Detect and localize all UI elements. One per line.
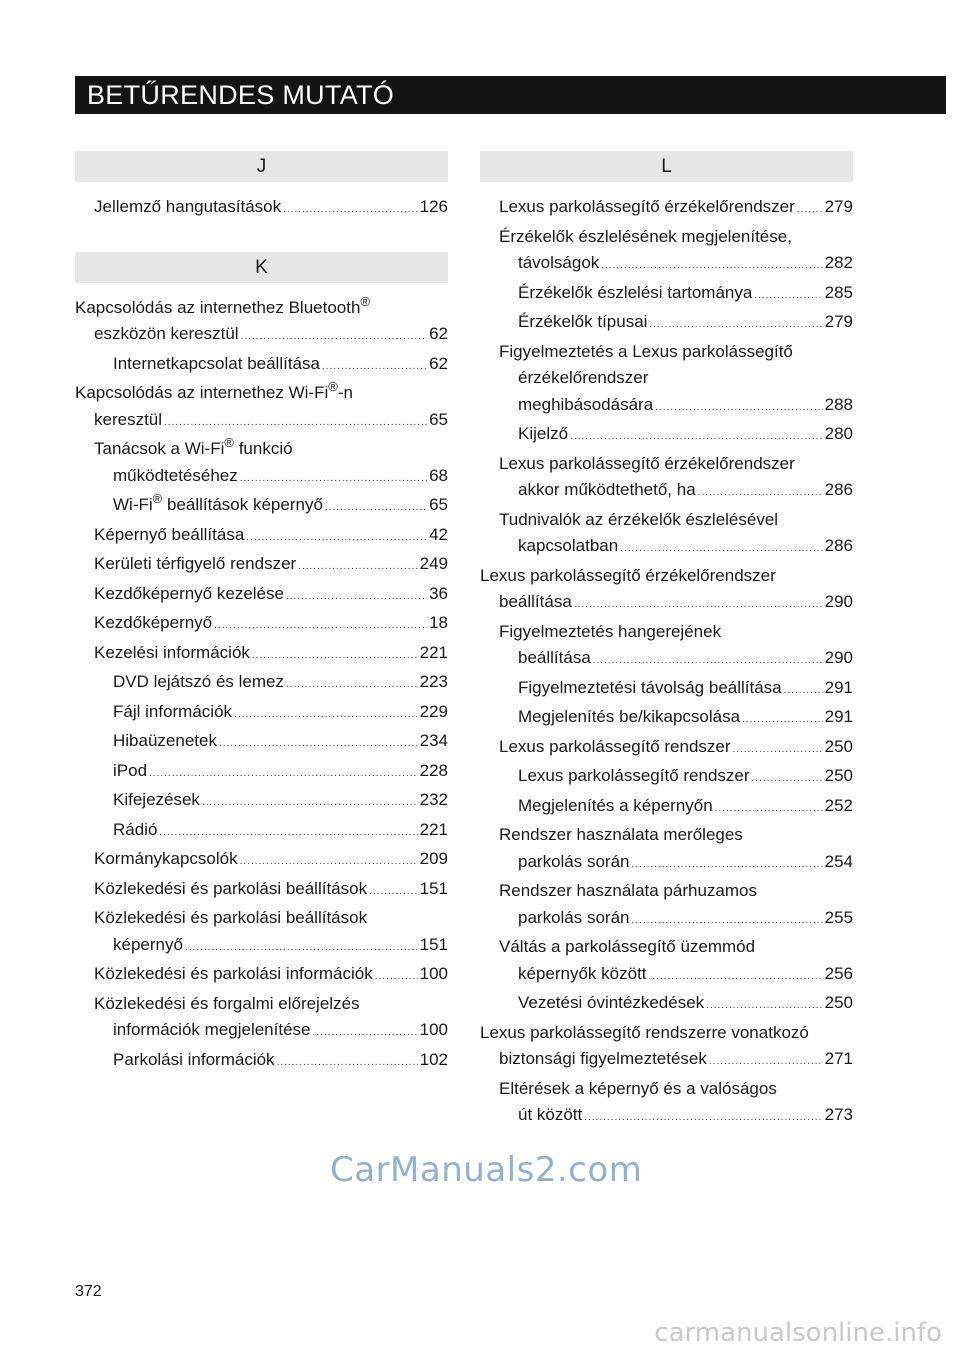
page-ref: 209 (419, 849, 448, 868)
page-ref: 234 (419, 731, 448, 750)
page-ref: 151 (419, 934, 448, 954)
page-ref: 249 (419, 554, 448, 573)
index-entry[interactable]: Lexus parkolássegítő rendszer ..... 250 (480, 734, 853, 764)
page-ref: 65 (429, 495, 448, 514)
index-subentry[interactable]: Parkolási információk ..... 102 (75, 1047, 448, 1077)
page-number: 372 (75, 1283, 102, 1300)
index-column-right (480, 151, 853, 1132)
footer-watermark: carmanualsonline.info (654, 1318, 942, 1348)
page-ref: 68 (429, 465, 448, 485)
page-ref: 65 (429, 409, 448, 429)
page-ref: 279 (824, 312, 853, 331)
letter-heading-l: L (480, 151, 853, 182)
page-title: BETŰRENDES MUTATÓ (87, 80, 395, 110)
index-subentry[interactable]: Rádió ..... 221 (75, 817, 448, 847)
index-column-left (75, 151, 448, 1076)
watermark-carmanuals2: CarManuals2.com (330, 1150, 643, 1190)
index-entry[interactable]: Kapcsolódás az internethez Bluetooth® eszközön keresztül ..... 62 (75, 295, 448, 351)
page-ref: 151 (419, 878, 448, 898)
index-entry[interactable]: Lexus parkolássegítő rendszerre vonatkozó biztonsági figyelmeztetések ..... 271 (480, 1020, 853, 1076)
index-entry[interactable]: Kezelési információk ..... 221 (75, 640, 448, 670)
index-subentry[interactable]: Lexus parkolássegítő érzékelőrendszer akkor működtethető, ha ..... 286 (480, 451, 853, 507)
index-entry[interactable]: Kezdőképernyő ..... 18 (75, 610, 448, 640)
index-entry[interactable]: Kerületi térfigyelő rendszer ..... 249 (75, 551, 448, 581)
index-list-j (75, 194, 448, 224)
index-subentry[interactable]: Kifejezések ..... 232 (75, 787, 448, 817)
page-ref: 271 (824, 1049, 853, 1068)
page-ref: 62 (429, 353, 448, 373)
page-ref: 223 (419, 672, 448, 691)
index-entry[interactable]: Kapcsolódás az internethez Wi-Fi®-n keresztül ..... 65 (75, 380, 448, 436)
index-entry[interactable]: Kormánykapcsolók ..... 209 (75, 846, 448, 876)
page-ref: 100 (419, 1020, 448, 1039)
page-ref: 255 (824, 907, 853, 927)
page-ref: 229 (419, 701, 448, 721)
index-entry[interactable]: Lexus parkolássegítő érzékelőrendszer beállítása ..... 290 (480, 563, 853, 619)
index-subentry[interactable]: Hibaüzenetek ..... 234 (75, 728, 448, 758)
index-subentry[interactable]: Rendszer használata merőleges parkolás során ..... 254 (480, 822, 853, 878)
index-subentry[interactable]: iPod ..... 228 (75, 758, 448, 788)
page-ref: 286 (824, 480, 853, 499)
page-ref: 290 (824, 648, 853, 667)
page-ref: 252 (824, 795, 853, 815)
index-subentry[interactable]: Lexus parkolássegítő rendszer ..... 250 (480, 763, 853, 793)
index-entry[interactable]: Közlekedési és parkolási beállítások ..... 151 (75, 876, 448, 906)
index-subentry[interactable]: Internetkapcsolat beállítása ..... 62 (75, 351, 448, 381)
index-subentry[interactable]: Figyelmeztetés a Lexus parkolássegítő érzékelőrendszer meghibásodására ..... 288 (480, 339, 853, 422)
page-ref: 232 (419, 790, 448, 809)
index-subentry[interactable]: DVD lejátszó és lemez ..... 223 (75, 669, 448, 699)
index-subentry[interactable]: Eltérések a képernyő és a valóságos út között ..... 273 (480, 1076, 853, 1132)
page-ref: 273 (824, 1105, 853, 1124)
index-subentry[interactable]: Figyelmeztetés hangerejének beállítása ..... 290 (480, 619, 853, 675)
index-subentry[interactable]: Wi-Fi® beállítások képernyő ..... 65 (75, 492, 448, 522)
page-ref: 221 (419, 642, 448, 662)
letter-heading-j: J (75, 151, 448, 182)
page-ref: 290 (824, 592, 853, 611)
page-ref: 254 (824, 851, 853, 871)
page-ref: 280 (824, 424, 853, 443)
index-subentry[interactable]: Tanácsok a Wi-Fi® funkció működtetéséhez ..... 68 (75, 436, 448, 492)
page-ref: 221 (419, 819, 448, 839)
index-subentry[interactable]: Megjelenítés a képernyőn ..... 252 (480, 793, 853, 823)
index-subentry[interactable]: Érzékelők észlelési tartománya ..... 285 (480, 280, 853, 310)
page-ref: 42 (429, 524, 448, 544)
index-list-k (75, 295, 448, 1077)
page-ref: 126 (419, 197, 448, 216)
index-entry[interactable]: Közlekedési és parkolási információk ..... 100 (75, 961, 448, 991)
index-subentry[interactable]: Megjelenítés be/kikapcsolása ..... 291 (480, 704, 853, 734)
page-ref: 291 (824, 707, 853, 726)
letter-heading-k: K (75, 252, 448, 283)
index-subentry[interactable]: Fájl információk ..... 229 (75, 699, 448, 729)
section-header (75, 76, 946, 114)
page-ref: 279 (824, 197, 853, 216)
page-ref: 36 (429, 583, 448, 603)
index-entry[interactable]: Képernyő beállítása ..... 42 (75, 522, 448, 552)
index-entry[interactable]: Kezdőképernyő kezelése ..... 36 (75, 581, 448, 611)
page-ref: 250 (824, 993, 853, 1012)
index-subentry[interactable]: Vezetési óvintézkedések ..... 250 (480, 990, 853, 1020)
index-subentry[interactable]: Közlekedési és forgalmi előrejelzés információk megjelenítése ..... 100 (75, 991, 448, 1047)
page-ref: 282 (824, 253, 853, 272)
page-ref: 291 (824, 677, 853, 697)
page-ref: 228 (419, 760, 448, 780)
page-ref: 288 (824, 394, 853, 414)
page-ref: 250 (824, 736, 853, 756)
index-subentry[interactable]: Figyelmeztetési távolság beállítása ..... 291 (480, 675, 853, 705)
page-ref: 250 (824, 766, 853, 785)
index-entry[interactable]: Lexus parkolássegítő érzékelőrendszer ..... 279 (480, 194, 853, 224)
page-ref: 285 (824, 282, 853, 302)
index-subentry[interactable]: Kijelző ..... 280 (480, 421, 853, 451)
index-subentry[interactable]: Érzékelők észlelésének megjelenítése, távolságok ..... 282 (480, 224, 853, 280)
index-list-l (480, 194, 853, 1132)
index-subentry[interactable]: Érzékelők típusai ..... 279 (480, 309, 853, 339)
page-ref: 18 (429, 613, 448, 632)
index-entry[interactable]: Jellemző hangutasítások ..... 126 (75, 194, 448, 224)
page-ref: 102 (419, 1049, 448, 1069)
page-ref: 100 (419, 964, 448, 983)
index-subentry[interactable]: Rendszer használata párhuzamos parkolás során ..... 255 (480, 878, 853, 934)
page-ref: 62 (429, 324, 448, 343)
index-subentry[interactable]: Tudnivalók az érzékelők észlelésével kapcsolatban ..... 286 (480, 507, 853, 563)
index-subentry[interactable]: Közlekedési és parkolási beállítások képernyő ..... 151 (75, 905, 448, 961)
page-ref: 256 (824, 963, 853, 983)
index-subentry[interactable]: Váltás a parkolássegítő üzemmód képernyők között ..... 256 (480, 934, 853, 990)
page-ref: 286 (824, 536, 853, 555)
